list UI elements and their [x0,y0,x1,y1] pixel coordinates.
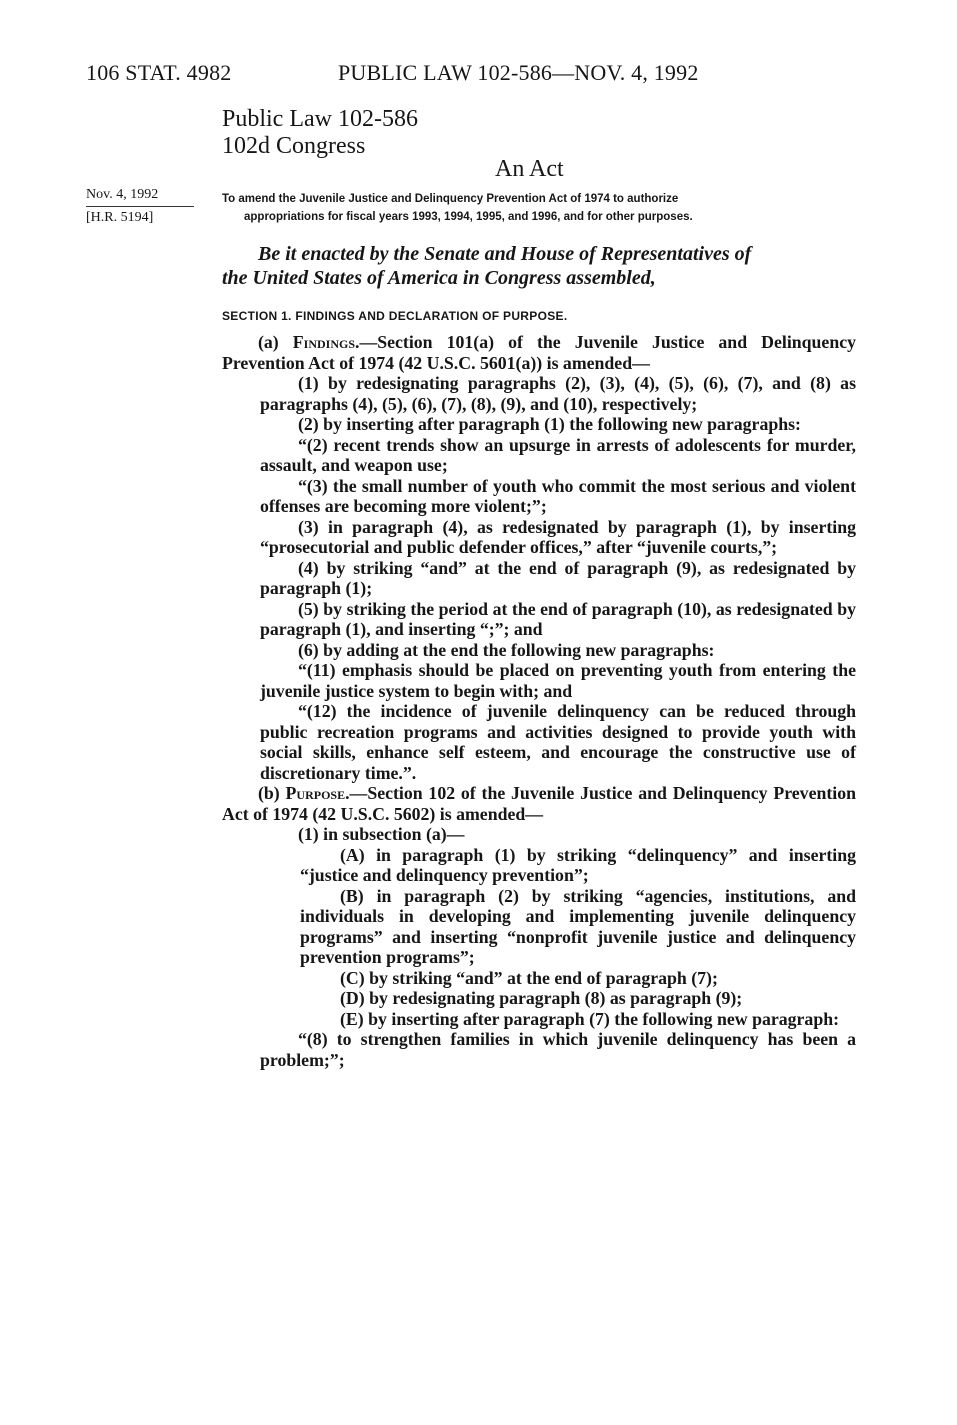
paragraph-a2: (2) by inserting after paragraph (1) the following new paragraphs: [298,414,801,434]
subparagraph-b1C: (C) by striking “and” at the end of paragraph (7); [340,967,718,988]
margin-date: Nov. 4, 1992 [86,186,194,207]
paragraph-a4: (4) by striking “and” at the end of paragraph (9), as redesignated by paragraph (1); [260,557,856,598]
subsection-a-label: (a) [258,332,293,352]
subsection-a-text: —Section 101(a) of the Juvenile Justice and Delinquency Prevention Act of 1974 (42 U.S.C. 5601(a)) is amended— [222,332,856,373]
enacting-clause [222,242,858,290]
enacting-line-1: Be it enacted by the Senate and House of Representatives of [258,243,752,265]
subsection-b-heading: Purpose. [285,783,350,803]
purpose-line-1: To amend the Juvenile Justice and Delinquency Prevention Act of 1974 to authorize [222,193,679,205]
subparagraph-b1D: (D) by redesignating paragraph (8) as paragraph (9); [340,988,743,1008]
section-heading: SECTION 1. FINDINGS AND DECLARATION OF PURPOSE. [222,309,568,323]
quoted-paragraph-3: “(3) the small number of youth who commit the most serious and violent offenses are becoming more violent;”; [260,475,856,516]
subparagraph-b1B: (B) in paragraph (2) by striking “agencies, institutions, and individuals in developing and implementing juvenile delinquency programs” and inserting “nonprofit juvenile justice and delinquency prevention programs”; [300,885,856,967]
subsection-b-label: (b) [258,783,286,803]
subsection-b [222,783,856,824]
subsection-a-heading: Findings. [292,332,360,352]
section-body [222,332,856,1070]
enacting-line-2: the United States of America in Congress assembled, [222,267,656,289]
subsection-a [222,332,856,373]
purpose-clause [222,190,858,226]
quoted-paragraph-2: “(2) recent trends show an upsurge in arrests of adolescents for murder, assault, and weapon use; [260,434,856,475]
quoted-paragraph-11: “(11) emphasis should be placed on preventing youth from entering the juvenile justice system to begin with; and [260,660,856,701]
page-stat-citation: 106 STAT. 4982 [86,60,232,85]
public-law-number: Public Law 102-586 [222,106,418,132]
subparagraph-b1E: (E) by inserting after paragraph (7) the following new paragraph: [340,1008,840,1029]
paragraph-a1: (1) by redesignating paragraphs (2), (3), (4), (5), (6), (7), and (8) as paragraphs (4), (5), (6), (7), (8), (9), and (10), respectively; [260,373,856,414]
an-act-heading: An Act [495,156,564,182]
law-title-block [222,106,418,160]
paragraph-b1: (1) in subsection (a)— [298,824,465,844]
paragraph-a5: (5) by striking the period at the end of paragraph (10), as redesignated by paragraph (1), and inserting “;”; and [260,598,856,639]
congress-label: 102d Congress [222,133,366,159]
quoted-paragraph-12: “(12) the incidence of juvenile delinquency can be reduced through public recreation programs and activities designed to provide youth with social skills, enhance self esteem, and encourage the constructive use of discretionary time.”. [260,701,856,783]
paragraph-a3: (3) in paragraph (4), as redesignated by paragraph (1), by inserting “prosecutorial and public defender offices,” after “juvenile courts,”; [260,516,856,557]
running-header: PUBLIC LAW 102-586—NOV. 4, 1992 [338,60,699,85]
quoted-paragraph-8: “(8) to strengthen families in which juvenile delinquency has been a problem;”; [260,1029,856,1070]
subsection-b-text: —Section 102 of the Juvenile Justice and Delinquency Prevention Act of 1974 (42 U.S.C. 5602) is amended— [222,783,856,824]
margin-bill-number: [H.R. 5194] [86,210,154,225]
subparagraph-b1A: (A) in paragraph (1) by striking “delinquency” and inserting “justice and delinquency prevention”; [300,844,856,885]
paragraph-a6: (6) by adding at the end the following new paragraphs: [298,639,715,660]
purpose-line-2: appropriations for fiscal years 1993, 1994, 1995, and 1996, and for other purposes. [244,211,693,223]
